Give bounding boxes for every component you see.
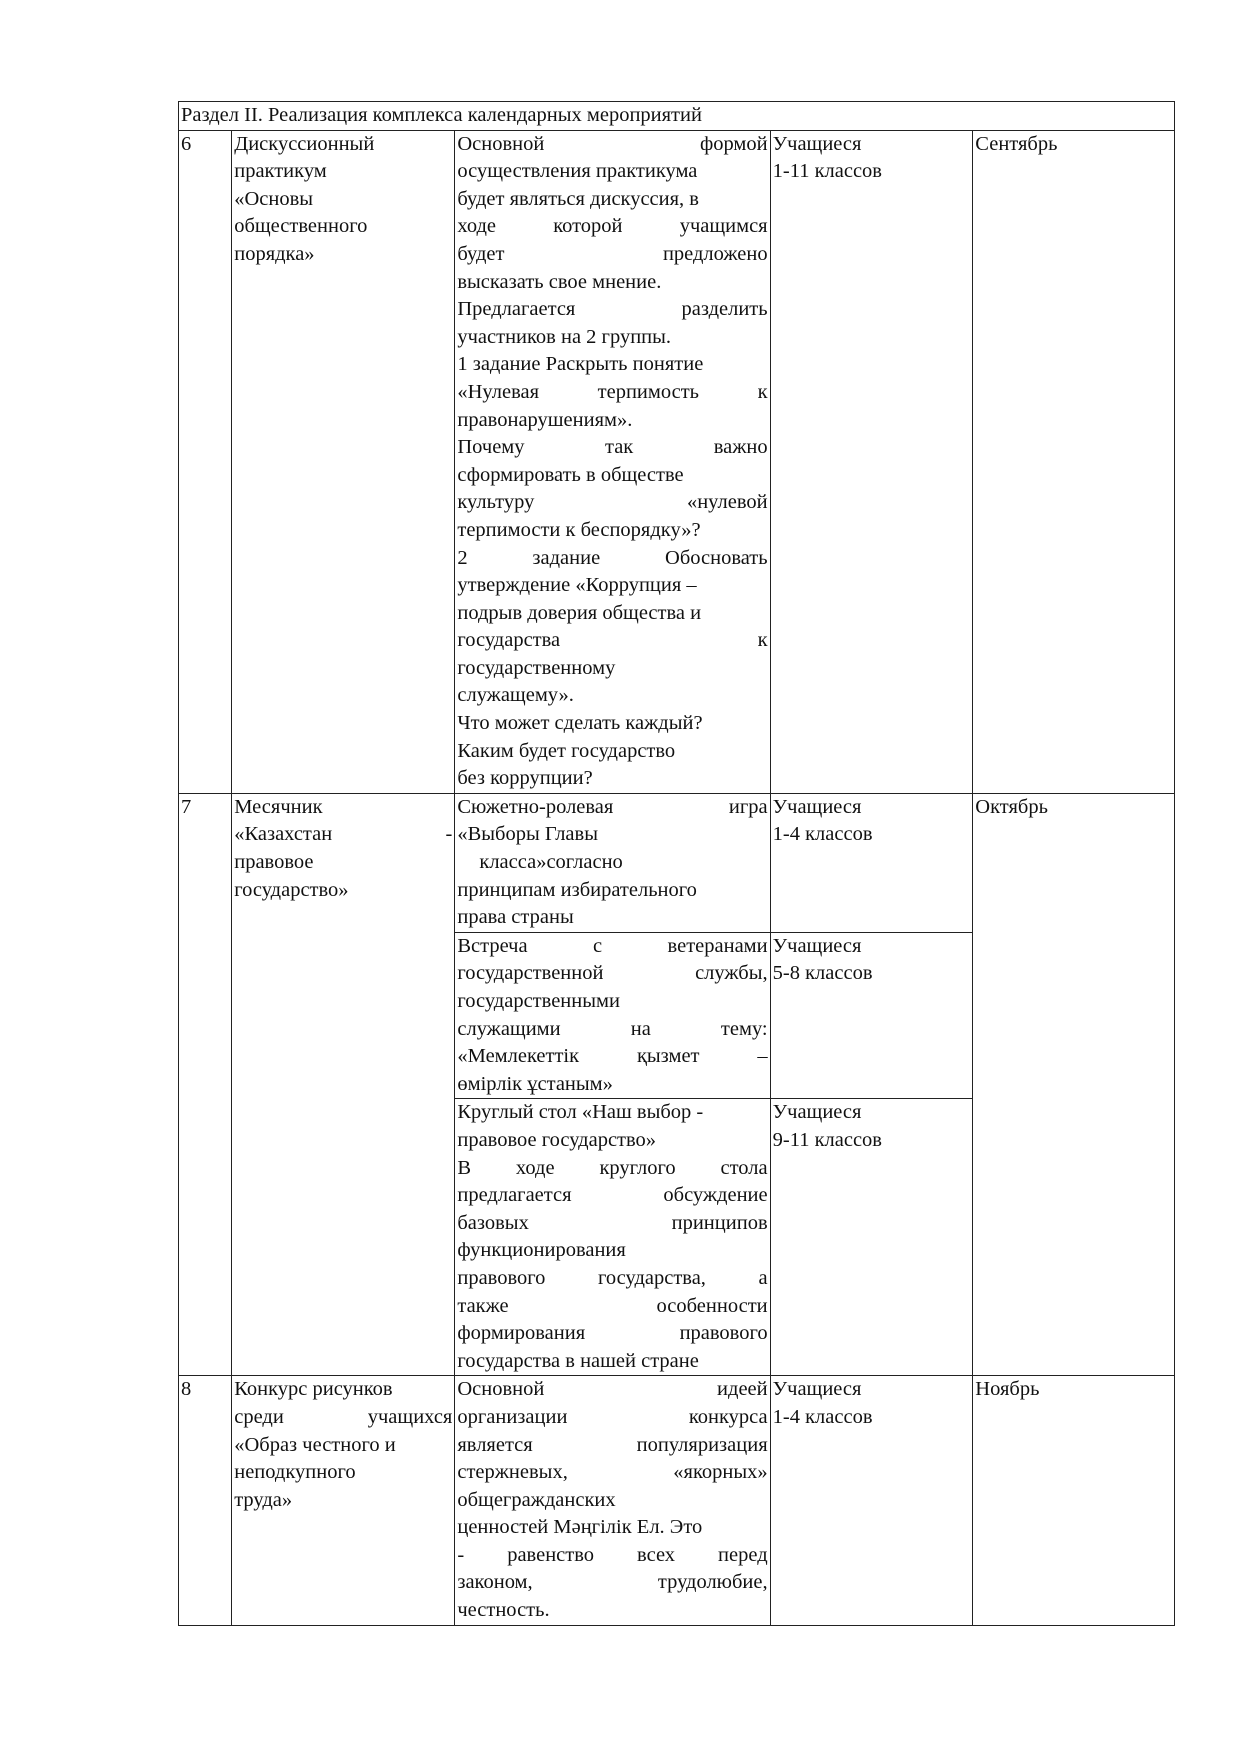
table-row: [179, 793, 1175, 932]
event-description: Сюжетно-ролевая игра «Выборы Главы класса»согласно принципам избирательного права страны: [455, 793, 770, 932]
table-row: [179, 1376, 1175, 1625]
events-table: [178, 101, 1175, 1626]
participants: Учащиеся 1-4 классов: [770, 1376, 973, 1625]
event-description: Основной идеей организации конкурса является популяризация стержневых, «якорных» общегражданских ценностей Мәңгілік Ел. Это - равенство всех перед законом, трудолюбие, честность.: [455, 1376, 770, 1625]
row-number: 8: [179, 1376, 232, 1625]
month: Октябрь: [973, 793, 1175, 1375]
section-header-row: [179, 102, 1175, 131]
participants: Учащиеся 9-11 классов: [770, 1099, 973, 1376]
document-page: [178, 101, 1175, 1626]
participants: Учащиеся 1-11 классов: [770, 130, 973, 793]
event-description: Основной формой осуществления практикума будет являться дискуссия, в ходе которой учащимся будет предложено высказать свое мнение. Предлагается разделить участников на 2 группы. 1 задание Раскрыть понятие «Нулевая терпимость к правонарушениям». Почему так важно сформировать в обществе культуру «нулевой терпимости к беспорядку»? 2 задание Обосновать утверждение «Коррупция – подрыв доверия общества и государства к государственному служащему». Что может сделать каждый? Каким будет государство без коррупции?: [455, 130, 770, 793]
event-description: Круглый стол «Наш выбор - правовое государство» В ходе круглого стола предлагается обсуждение базовых принципов функционирования правового государства, а также особенности формирования правового государства в нашей стране: [455, 1099, 770, 1376]
section-title: Раздел II. Реализация комплекса календарных мероприятий: [179, 102, 1175, 131]
event-name: Конкурс рисунков среди учащихся «Образ честного и неподкупного труда»: [232, 1376, 455, 1625]
row-number: 6: [179, 130, 232, 793]
event-name: Месячник «Казахстан - правовое государство»: [232, 793, 455, 1375]
participants: Учащиеся 5-8 классов: [770, 932, 973, 1099]
row-number: 7: [179, 793, 232, 1375]
month: Ноябрь: [973, 1376, 1175, 1625]
event-description: Встреча с ветеранами государственной службы, государственными служащими на тему: «Мемлекеттік қызмет – өмірлік ұстаным»: [455, 932, 770, 1099]
event-name: Дискуссионный практикум «Основы общественного порядка»: [232, 130, 455, 793]
month: Сентябрь: [973, 130, 1175, 793]
table-row: [179, 130, 1175, 793]
participants: Учащиеся 1-4 классов: [770, 793, 973, 932]
